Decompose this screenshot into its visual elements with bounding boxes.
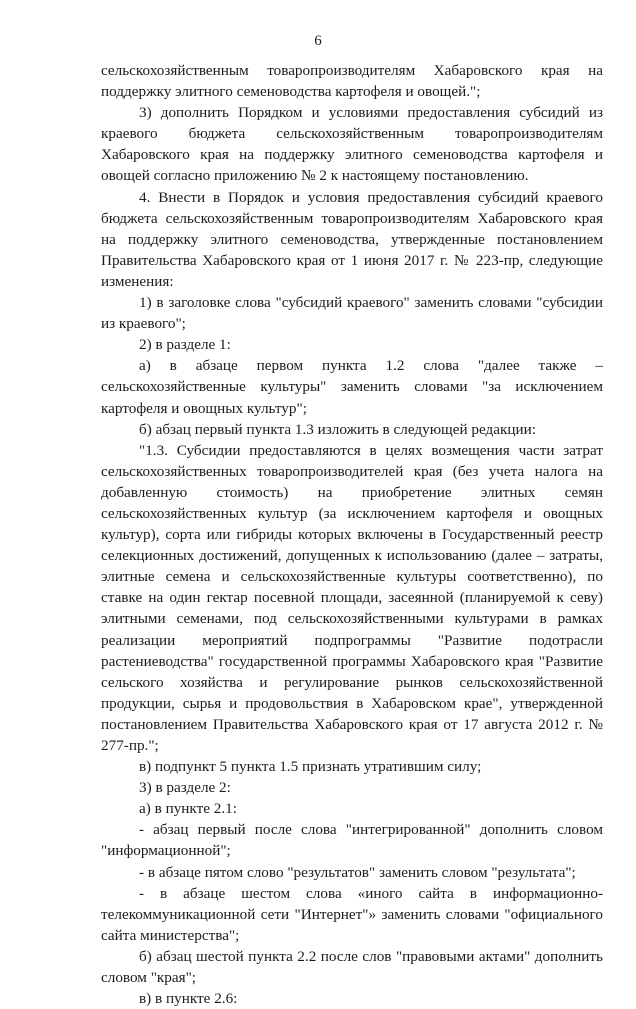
paragraph-sub-1-title-change: 1) в заголовке слова "субсидий краевого" заменить словами "субсидии из краевого"; [101, 294, 603, 333]
document-body [101, 60, 603, 1009]
paragraph-continuation: сельскохозяйственным товаропроизводителям Хабаровского края на поддержку элитного семеноводства картофеля и овощей."; [101, 62, 603, 101]
paragraph-sub-v-clause-1-5: в) подпункт 5 пункта 1.5 признать утратившим силу; [139, 758, 482, 776]
paragraph-item-4-amendments: 4. Внести в Порядок и условия предоставления субсидий краевого бюджета сельскохозяйственным товаропроизводителям Хабаровского края на поддержку элитного семеноводства, утвержденные постановлением Правительства Хабаровского края от 1 июня 2017 г. № 223-пр, следующие изменения: [101, 188, 603, 290]
paragraph-sub-3-section-2: 3) в разделе 2: [139, 779, 231, 797]
paragraph-quoted-clause-1-3: "1.3. Субсидии предоставляются в целях возмещения части затрат сельскохозяйственных товаропроизводителей края (без учета налога на добавленную стоимость) на приобретение элитных семян сельскохозяйственных культур (за исключением картофеля и овощных культур), сорта или гибриды которых включены в Государственный реестр селекционных достижений, допущенных к использованию (далее – затраты, элитные семена и сельскохозяйственные культуры соответственно), по ставке на один гектар посевной площади, засеянной (планируемой к севу) элитными семенами, под сельскохозяйственными культурами в рамках реализации мероприятий подпрограммы "Развитие подотрасли растениеводства" государственной программы Хабаровского края "Развитие сельского хозяйства и регулирование рынков сельскохозяйственной продукции, сырья и продовольствия в Хабаровском крае", утвержденной постановлением Правительства Хабаровского края от 17 августа 2012 г. № 277-пр."; [101, 441, 603, 754]
paragraph-sub-b-clause-1-3: б) абзац первый пункта 1.3 изложить в следующей редакции: [139, 420, 536, 438]
paragraph-sub-2-section-1: 2) в разделе 1: [139, 336, 231, 354]
paragraph-dash-fifth-abzac: - в абзаце пятом слово "результатов" заменить словом "результата"; [139, 863, 576, 881]
page-number: 6 [314, 33, 322, 49]
paragraph-sub-v-clause-2-6: в) в пункте 2.6: [139, 990, 238, 1008]
paragraph-dash-sixth-abzac: - в абзаце шестом слова «иного сайта в информационно-телекоммуникационной сети "Интернет"» заменить словами "официального сайта министерства"; [101, 884, 603, 944]
paragraph-sub-a-clause-2-1: а) в пункте 2.1: [139, 800, 237, 818]
paragraph-sub-a-clause-1-2: а) в абзаце первом пункта 1.2 слова "далее также – сельскохозяйственные культуры" заменить словами "за исключением картофеля и овощных культур"; [101, 357, 603, 417]
paragraph-sub-b-clause-2-2: б) абзац шестой пункта 2.2 после слов "правовыми актами" дополнить словом "края"; [101, 947, 603, 987]
paragraph-dash-first-abzac: - абзац первый после слова "интегрированной" дополнить словом "информационной"; [101, 821, 603, 860]
paragraph-item-3-add-procedure: 3) дополнить Порядком и условиями предоставления субсидий из краевого бюджета сельскохозяйственным товаропроизводителям Хабаровского края на поддержку элитного семеноводства картофеля и овощей согласно приложению № 2 к настоящему постановлению. [101, 104, 603, 185]
